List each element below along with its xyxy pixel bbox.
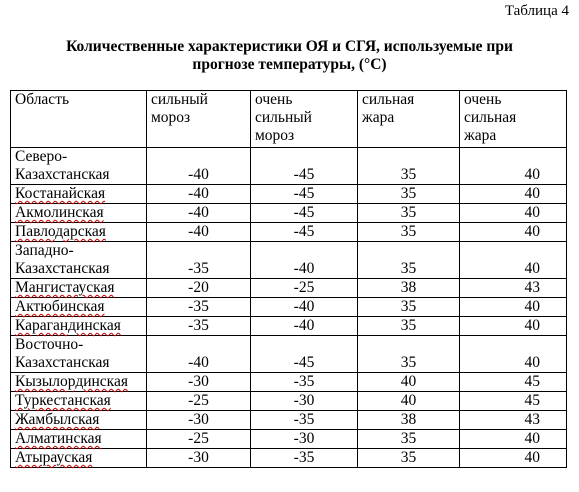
- very-heat-cell: 40: [460, 204, 567, 223]
- region-cell: Павлодарская: [11, 223, 147, 242]
- heat-cell: 35: [358, 148, 460, 185]
- very-heat-cell: 40: [460, 336, 567, 373]
- table-body: [11, 148, 567, 468]
- table-number: Таблица 4: [504, 3, 569, 19]
- frost-cell: -25: [147, 430, 251, 449]
- region-cell: Северо- Казахстанская: [11, 148, 147, 185]
- heat-cell: 35: [358, 242, 460, 279]
- heat-cell: 35: [358, 223, 460, 242]
- very-heat-cell: 43: [460, 279, 567, 298]
- very-heat-cell: 43: [460, 411, 567, 430]
- table-row: [11, 185, 567, 204]
- frost-cell: -25: [147, 392, 251, 411]
- frost-cell: -35: [147, 242, 251, 279]
- heat-cell: 40: [358, 392, 460, 411]
- region-cell: Карагандинская: [11, 317, 147, 336]
- very-frost-cell: -35: [251, 411, 358, 430]
- region-cell: Алматинская: [11, 430, 147, 449]
- table-row: [11, 411, 567, 430]
- very-frost-cell: -40: [251, 298, 358, 317]
- very-frost-cell: -45: [251, 336, 358, 373]
- table-row: [11, 279, 567, 298]
- region-cell: Кызылординская: [11, 373, 147, 392]
- frost-cell: -35: [147, 317, 251, 336]
- title-line-2: прогнозе температуры, (°С): [192, 56, 387, 73]
- very-heat-cell: 45: [460, 392, 567, 411]
- region-cell: Западно- Казахстанская: [11, 242, 147, 279]
- header-very-strong-heat: очень сильная жара: [460, 91, 567, 148]
- heat-cell: 35: [358, 298, 460, 317]
- heat-cell: 35: [358, 449, 460, 468]
- region-cell: Мангистауская: [11, 279, 147, 298]
- very-heat-cell: 40: [460, 449, 567, 468]
- region-cell: Костанайская: [11, 185, 147, 204]
- very-heat-cell: 40: [460, 298, 567, 317]
- frost-cell: -20: [147, 279, 251, 298]
- table-row: [11, 223, 567, 242]
- region-cell: Акмолинская: [11, 204, 147, 223]
- frost-cell: -40: [147, 204, 251, 223]
- heat-cell: 35: [358, 204, 460, 223]
- frost-cell: -30: [147, 411, 251, 430]
- very-frost-cell: -45: [251, 223, 358, 242]
- heat-cell: 40: [358, 373, 460, 392]
- heat-cell: 38: [358, 411, 460, 430]
- header-strong-heat: сильная жара: [358, 91, 460, 148]
- table-row: [11, 204, 567, 223]
- heat-cell: 35: [358, 336, 460, 373]
- very-heat-cell: 40: [460, 430, 567, 449]
- heat-cell: 35: [358, 430, 460, 449]
- region-cell: Туркестанская: [11, 392, 147, 411]
- very-frost-cell: -45: [251, 148, 358, 185]
- very-heat-cell: 40: [460, 242, 567, 279]
- frost-cell: -30: [147, 449, 251, 468]
- table-row: [11, 449, 567, 468]
- very-heat-cell: 40: [460, 223, 567, 242]
- region-cell: Жамбылская: [11, 411, 147, 430]
- very-heat-cell: 40: [460, 185, 567, 204]
- frost-cell: -40: [147, 336, 251, 373]
- frost-cell: -35: [147, 298, 251, 317]
- header-row: [11, 91, 567, 148]
- title-line-1: Количественные характеристики ОЯ и СГЯ, используемые при: [66, 38, 513, 55]
- very-frost-cell: -35: [251, 373, 358, 392]
- very-frost-cell: -40: [251, 317, 358, 336]
- header-strong-frost: сильный мороз: [147, 91, 251, 148]
- region-cell: Актюбинская: [11, 298, 147, 317]
- heat-cell: 38: [358, 279, 460, 298]
- table-title: [0, 38, 579, 74]
- very-frost-cell: -35: [251, 449, 358, 468]
- table-row: [11, 148, 567, 185]
- table-row: [11, 373, 567, 392]
- header-very-strong-frost: очень сильный мороз: [251, 91, 358, 148]
- frost-cell: -40: [147, 223, 251, 242]
- very-frost-cell: -30: [251, 392, 358, 411]
- frost-cell: -30: [147, 373, 251, 392]
- very-frost-cell: -45: [251, 185, 358, 204]
- region-cell: Атырауская: [11, 449, 147, 468]
- very-heat-cell: 45: [460, 373, 567, 392]
- very-heat-cell: 40: [460, 148, 567, 185]
- table-row: [11, 430, 567, 449]
- very-frost-cell: -30: [251, 430, 358, 449]
- table-row: [11, 317, 567, 336]
- very-frost-cell: -25: [251, 279, 358, 298]
- frost-cell: -40: [147, 185, 251, 204]
- very-frost-cell: -40: [251, 242, 358, 279]
- very-heat-cell: 40: [460, 317, 567, 336]
- region-cell: Восточно- Казахстанская: [11, 336, 147, 373]
- heat-cell: 35: [358, 317, 460, 336]
- heat-cell: 35: [358, 185, 460, 204]
- table-row: [11, 298, 567, 317]
- very-frost-cell: -45: [251, 204, 358, 223]
- table-row: [11, 336, 567, 373]
- header-region: Область: [11, 91, 147, 148]
- table-row: [11, 242, 567, 279]
- frost-cell: -40: [147, 148, 251, 185]
- temperature-table: [10, 90, 567, 468]
- table-row: [11, 392, 567, 411]
